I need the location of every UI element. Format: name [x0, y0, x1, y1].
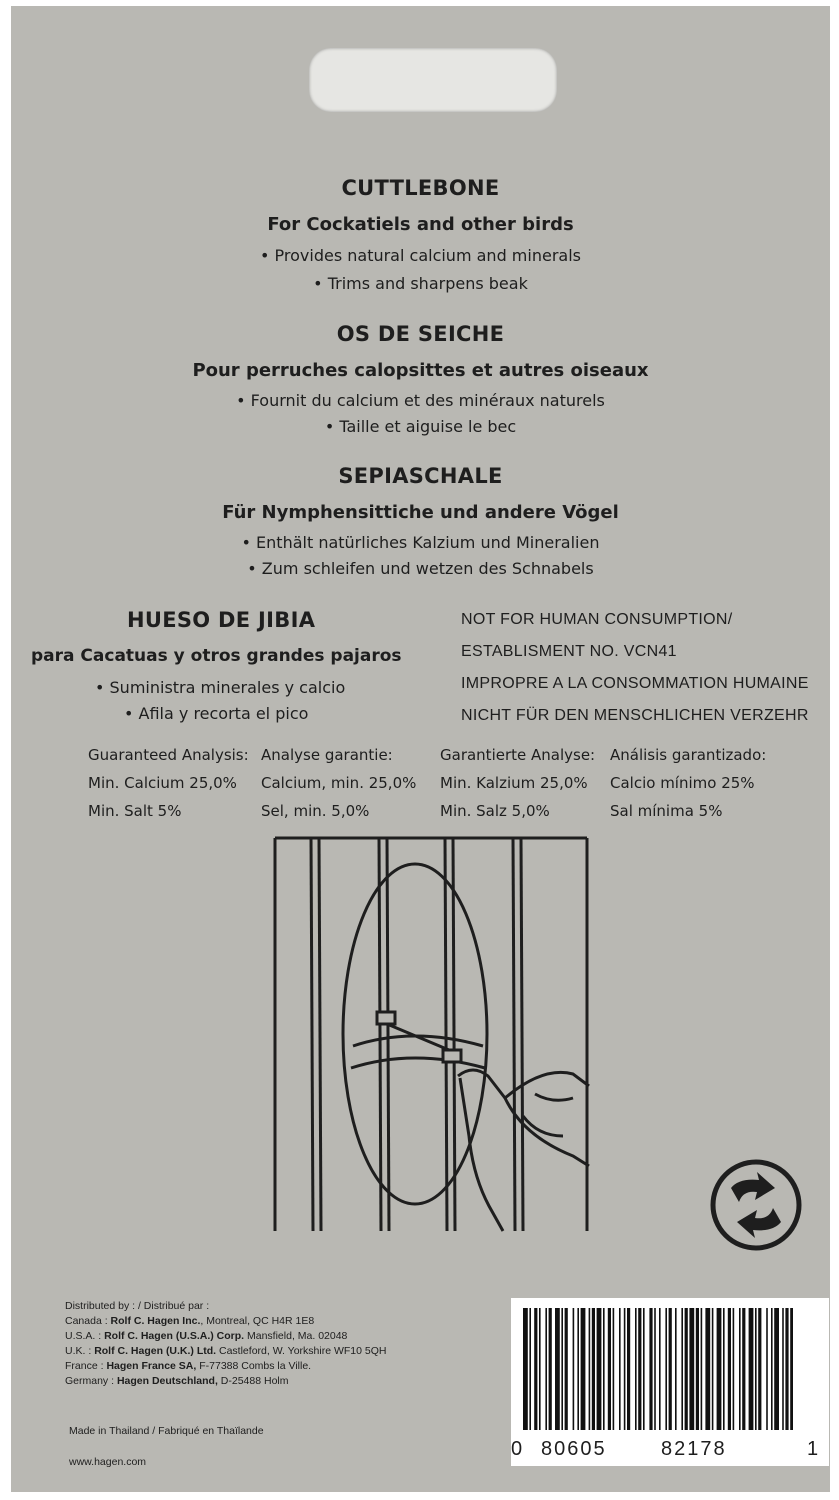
- barcode-bar: [635, 1308, 637, 1430]
- barcode-bar: [681, 1308, 683, 1430]
- product-backing-card: [11, 6, 830, 1492]
- spanish-bullet-2: • Afila y recorta el pico: [124, 704, 309, 723]
- barcode-bars: [523, 1308, 793, 1430]
- upc-barcode: [511, 1298, 829, 1466]
- analysis-en-heading: Guaranteed Analysis:: [88, 746, 249, 764]
- german-title: SEPIASCHALE: [338, 464, 503, 488]
- analysis-en-calcium: Min. Calcium 25,0%: [88, 774, 237, 792]
- barcode-bar: [774, 1308, 779, 1430]
- barcode-bar: [696, 1308, 699, 1430]
- german-bullet-1: • Enthält natürliches Kalzium und Mineralien: [241, 533, 600, 552]
- barcode-bar: [733, 1308, 735, 1430]
- barcode-bar: [689, 1308, 694, 1430]
- barcode-bar: [665, 1308, 667, 1430]
- barcode-bar: [627, 1308, 630, 1430]
- french-bullet-2: • Taille et aiguise le bec: [324, 417, 517, 436]
- barcode-digit-left: 0: [511, 1438, 523, 1460]
- hanger-slot: [309, 48, 557, 112]
- barcode-bar: [685, 1308, 688, 1430]
- distributor-germany: Germany : Hagen Deutschland, D-25488 Holm: [65, 1375, 289, 1387]
- barcode-bar: [705, 1308, 710, 1430]
- analysis-es-calcium: Calcio mínimo 25%: [610, 774, 755, 792]
- barcode-bar: [739, 1308, 741, 1430]
- barcode-bar: [561, 1308, 563, 1430]
- barcode-bar: [549, 1308, 552, 1430]
- barcode-bar: [712, 1308, 714, 1430]
- barcode-group-1: 80605: [541, 1438, 607, 1460]
- barcode-bar: [771, 1308, 773, 1430]
- analysis-es-heading: Análisis garantizado:: [610, 746, 767, 764]
- french-bullet-1: • Fournit du calcium et des minéraux naturels: [236, 391, 605, 410]
- german-subtitle: Für Nymphensittiche und andere Vögel: [222, 502, 619, 523]
- barcode-bar: [603, 1308, 605, 1430]
- made-in-label: Made in Thailand / Fabriqué en Thaïlande: [69, 1425, 264, 1437]
- notice-line-3: IMPROPRE A LA CONSOMMATION HUMAINE: [461, 675, 809, 692]
- cage-illustration: [273, 836, 591, 1256]
- analysis-es-salt: Sal mínima 5%: [610, 802, 723, 820]
- analysis-es: [610, 741, 766, 825]
- distributor-block: [65, 1299, 387, 1389]
- barcode-bar: [577, 1308, 579, 1430]
- barcode-bar: [654, 1308, 656, 1430]
- english-subtitle: For Cockatiels and other birds: [267, 214, 574, 235]
- analysis-fr-heading: Analyse garantie:: [261, 746, 393, 764]
- analysis-en: [88, 741, 249, 825]
- notice-line-2: ESTABLISMENT NO. VCN41: [461, 643, 677, 660]
- barcode-bar: [728, 1308, 731, 1430]
- analysis-fr-salt: Sel, min. 5,0%: [261, 802, 370, 820]
- english-title: CUTTLEBONE: [341, 176, 500, 200]
- barcode-bar: [597, 1308, 602, 1430]
- analysis-de-heading: Garantierte Analyse:: [440, 746, 596, 764]
- barcode-bar: [581, 1308, 586, 1430]
- distributor-usa: U.S.A. : Rolf C. Hagen (U.S.A.) Corp. Mansfield, Ma. 02048: [65, 1330, 348, 1342]
- analysis-fr-calcium: Calcium, min. 25,0%: [261, 774, 417, 792]
- barcode-bar: [539, 1308, 541, 1430]
- notice-line-4: NICHT FÜR DEN MENSCHLICHEN VERZEHR: [461, 707, 809, 724]
- barcode-bar: [589, 1308, 591, 1430]
- barcode-bar: [790, 1308, 793, 1430]
- barcode-bar: [675, 1308, 677, 1430]
- analysis-en-salt: Min. Salt 5%: [88, 802, 182, 820]
- barcode-bar: [523, 1308, 528, 1430]
- barcode-bar: [643, 1308, 645, 1430]
- barcode-bar: [785, 1308, 788, 1430]
- barcode-bar: [545, 1308, 547, 1430]
- website-label: www.hagen.com: [69, 1456, 147, 1468]
- analysis-de-salt: Min. Salz 5,0%: [440, 802, 550, 820]
- barcode-digit-right: 1: [807, 1438, 819, 1460]
- barcode-bar: [701, 1308, 703, 1430]
- barcode-bar: [649, 1308, 652, 1430]
- barcode-bar: [534, 1308, 537, 1430]
- barcode-bar: [749, 1308, 754, 1430]
- barcode-bar: [573, 1308, 575, 1430]
- barcode-bar: [723, 1308, 725, 1430]
- barcode-bar: [638, 1308, 641, 1430]
- spanish-bullet-1: • Suministra minerales y calcio: [95, 678, 346, 697]
- barcode-bar: [659, 1308, 661, 1430]
- analysis-de-calcium: Min. Kalzium 25,0%: [440, 774, 588, 792]
- barcode-bar: [717, 1308, 722, 1430]
- analysis-de: [440, 741, 595, 825]
- german-bullet-2: • Zum schleifen und wetzen des Schnabels: [247, 559, 594, 578]
- barcode-bar: [592, 1308, 595, 1430]
- distributor-canada: Canada : Rolf C. Hagen Inc., Montreal, QC H4R 1E8: [65, 1315, 315, 1327]
- cuttlebone-shape: [343, 864, 487, 1204]
- barcode-bar: [619, 1308, 621, 1430]
- barcode-bar: [555, 1308, 560, 1430]
- distributor-heading: Distributed by : / Distribué par :: [65, 1300, 210, 1312]
- barcode-bar: [613, 1308, 615, 1430]
- spanish-subtitle: para Cacatuas y otros grandes pajaros: [31, 646, 402, 666]
- french-subtitle: Pour perruches calopsittes et autres oiseaux: [192, 360, 649, 381]
- barcode-bar: [669, 1308, 672, 1430]
- distributor-uk: U.K. : Rolf C. Hagen (U.K.) Ltd. Castleford, W. Yorkshire WF10 5QH: [65, 1345, 387, 1357]
- green-dot-recycle-icon: [709, 1158, 803, 1252]
- barcode-group-2: 82178: [661, 1438, 727, 1460]
- notice-line-1: NOT FOR HUMAN CONSUMPTION/: [461, 611, 733, 628]
- barcode-bar: [608, 1308, 611, 1430]
- barcode-bar: [529, 1308, 531, 1430]
- barcode-bar: [565, 1308, 568, 1430]
- barcode-bar: [766, 1308, 768, 1430]
- distributor-france: France : Hagen France SA, F-77388 Combs la Ville.: [65, 1360, 312, 1372]
- french-title: OS DE SEICHE: [336, 322, 505, 346]
- spanish-title: HUESO DE JIBIA: [127, 608, 316, 632]
- barcode-bar: [758, 1308, 761, 1430]
- barcode-bar: [782, 1308, 784, 1430]
- barcode-bar: [742, 1308, 745, 1430]
- analysis-fr: [261, 741, 416, 825]
- english-bullet-2: • Trims and sharpens beak: [313, 274, 528, 293]
- barcode-bar: [755, 1308, 757, 1430]
- english-bullet-1: • Provides natural calcium and minerals: [260, 246, 581, 265]
- barcode-bar: [624, 1308, 626, 1430]
